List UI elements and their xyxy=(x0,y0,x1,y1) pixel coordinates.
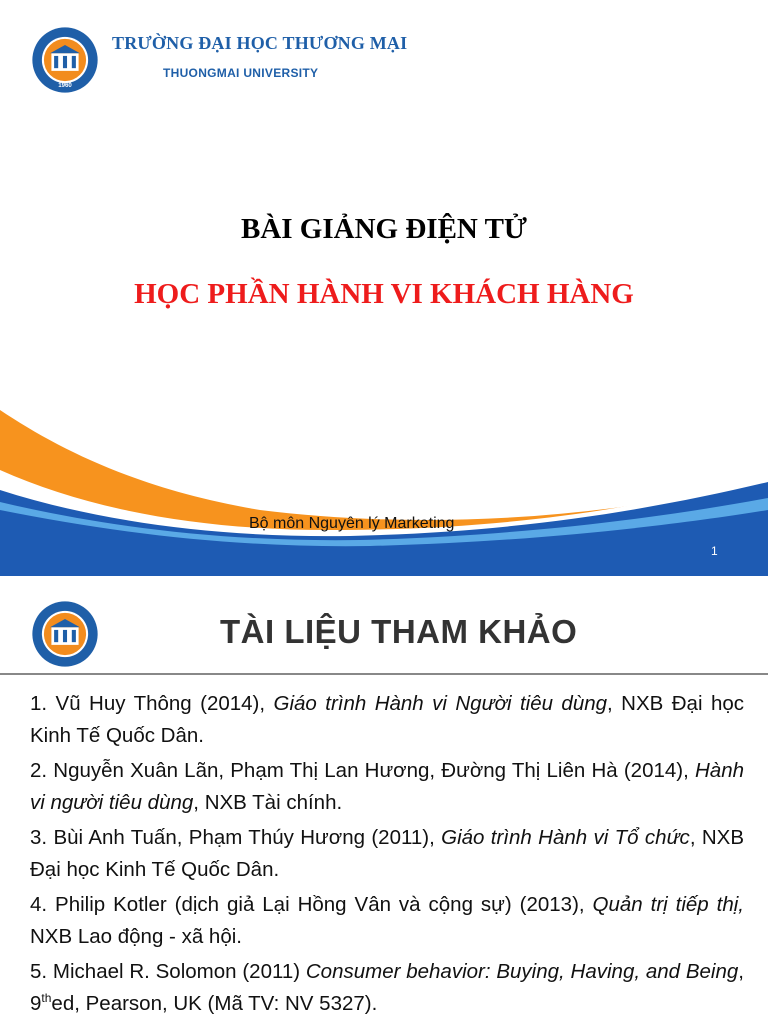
reference-authors: Michael R. Solomon (2011) xyxy=(52,960,306,983)
university-name: TRƯỜNG ĐẠI HỌC THƯƠNG MẠI xyxy=(112,33,408,53)
course-title: HỌC PHẦN HÀNH VI KHÁCH HÀNG xyxy=(134,278,634,310)
page-number: 1 xyxy=(711,544,718,558)
reference-superscript: th xyxy=(41,991,52,1006)
reference-title: Consumer behavior: Buying, Having, and Being xyxy=(305,960,739,983)
seal-year: 1960 xyxy=(58,82,72,90)
university-seal-icon xyxy=(31,600,99,668)
reference-publisher: , NXB Đại học Kinh Tế Quốc Dân. xyxy=(30,692,744,747)
reference-authors: Vũ Huy Thông (2014), xyxy=(55,692,274,715)
reference-authors: Bùi Anh Tuấn, Phạm Thúy Hương (2011), xyxy=(53,826,442,849)
reference-number: 3. xyxy=(30,826,48,849)
reference-publisher: ed, Pearson, UK (Mã TV: NV 5327). xyxy=(51,992,378,1015)
reference-item xyxy=(30,889,744,953)
reference-item xyxy=(30,688,744,752)
university-seal-icon xyxy=(31,26,99,94)
reference-authors: Philip Kotler (dịch giả Lại Hồng Vân và cộng sự) (2013), xyxy=(55,893,593,916)
reference-publisher: , NXB Tài chính. xyxy=(193,791,343,814)
reference-item xyxy=(30,822,744,886)
reference-item xyxy=(30,956,744,1020)
reference-publisher: NXB Lao động - xã hội. xyxy=(30,925,242,948)
references-slide xyxy=(0,590,768,1024)
reference-list xyxy=(30,688,744,1023)
reference-title: Giáo trình Hành vi Người tiêu dùng xyxy=(273,692,608,715)
slide-gap xyxy=(0,576,768,590)
references-title: TÀI LIỆU THAM KHẢO xyxy=(220,613,578,650)
reference-number: 5. xyxy=(30,960,48,983)
reference-number: 2. xyxy=(30,759,48,782)
reference-number: 4. xyxy=(30,893,48,916)
reference-title: Hành vi người tiêu dùng xyxy=(30,759,744,814)
reference-title: Quản trị tiếp thị, xyxy=(592,893,744,916)
lecture-title: BÀI GIẢNG ĐIỆN TỬ xyxy=(240,213,528,245)
reference-publisher: , NXB Đại học Kinh Tế Quốc Dân. xyxy=(30,826,745,881)
reference-number: 1. xyxy=(30,692,48,715)
reference-title: Giáo trình Hành vi Tổ chức xyxy=(441,826,690,849)
reference-authors: Nguyễn Xuân Lãn, Phạm Thị Lan Hương, Đường Thị Liên Hà (2014), xyxy=(53,759,695,782)
university-name-en: THUONGMAI UNIVERSITY xyxy=(163,66,319,80)
reference-edition: , 9 xyxy=(30,960,744,1015)
department-label: Bộ môn Nguyên lý Marketing xyxy=(249,515,455,532)
reference-item xyxy=(30,755,744,819)
title-divider xyxy=(0,673,768,675)
wave-decoration xyxy=(0,410,768,576)
